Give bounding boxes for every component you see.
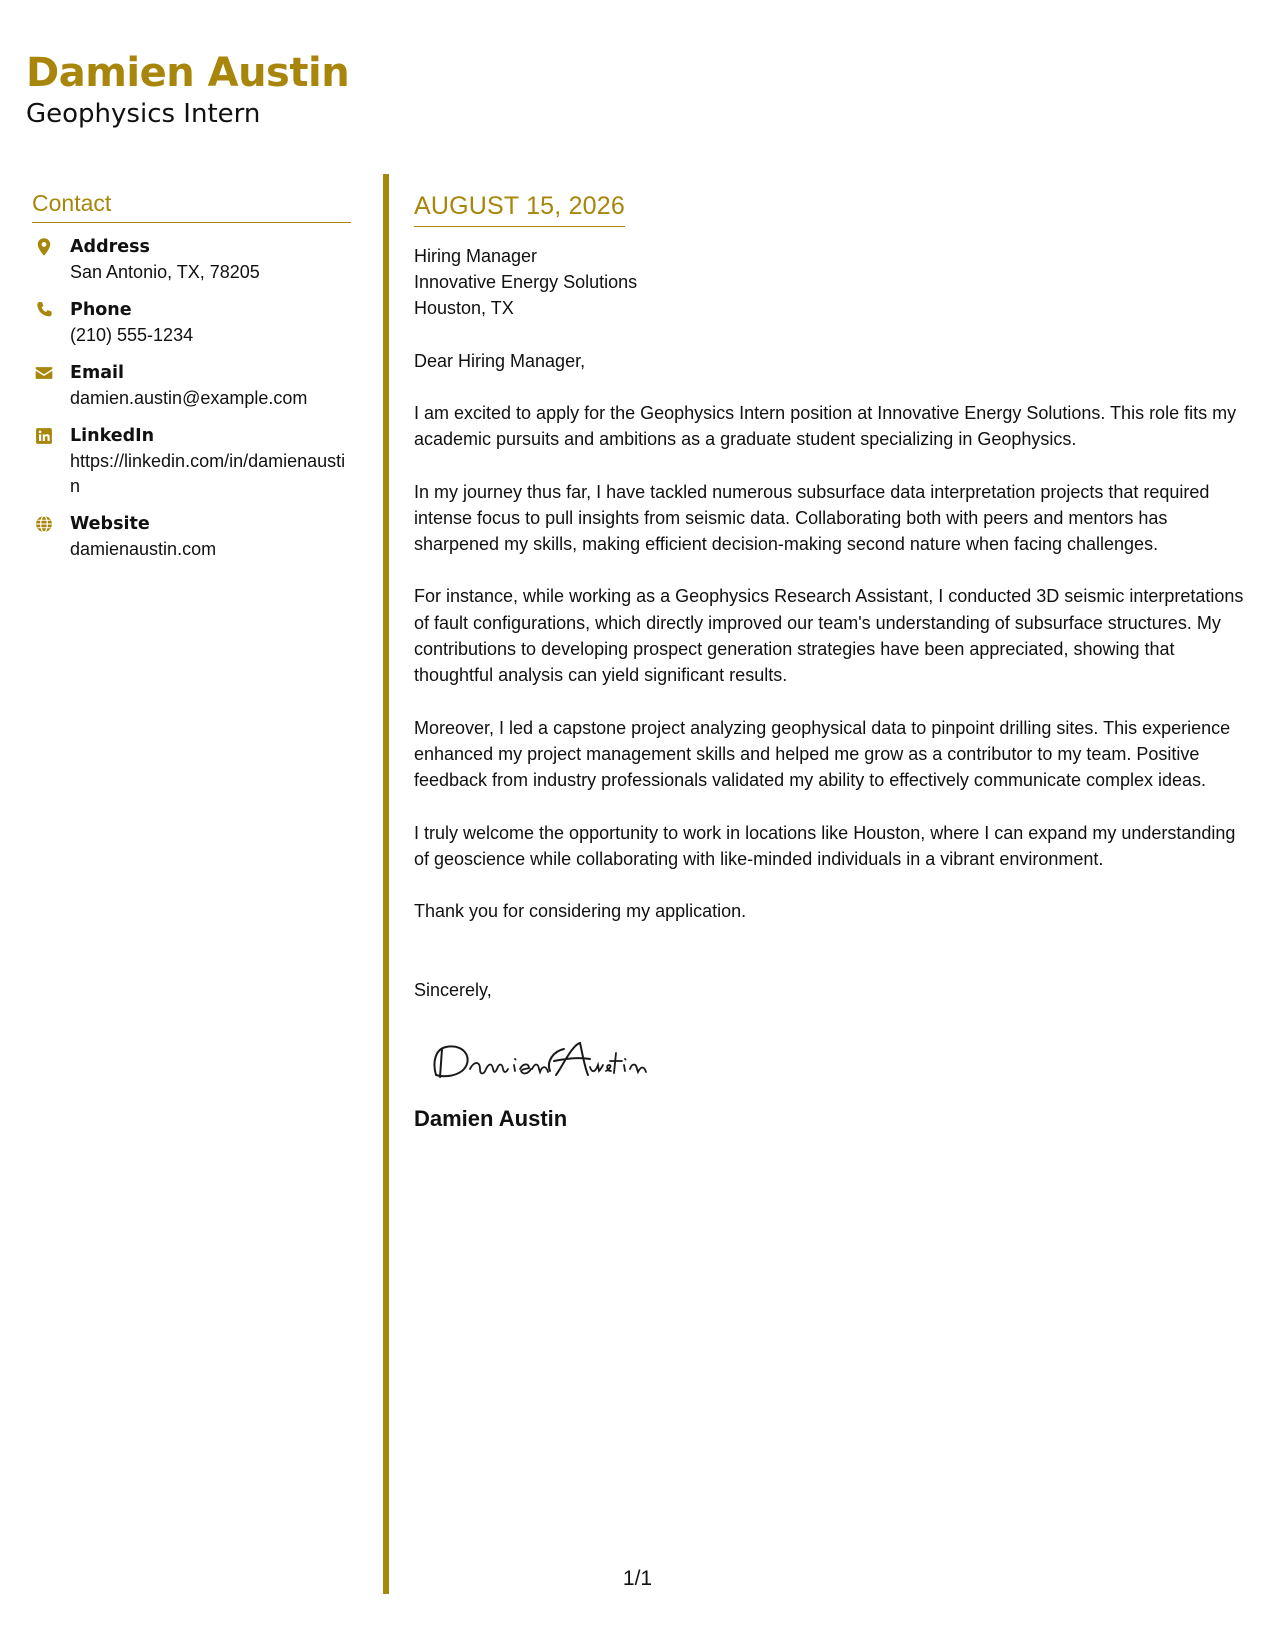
contact-value-address: San Antonio, TX, 78205 [70, 262, 260, 282]
contact-value-phone: (210) 555-1234 [70, 325, 194, 345]
letter-paragraph: I truly welcome the opportunity to work in locations like Houston, where I can expand my understanding of geoscience while collaborating with like-minded individuals in a vibrant environment. [414, 822, 1236, 869]
applicant-job-title: Geophysics Intern [26, 99, 261, 129]
handwritten-signature [422, 1031, 682, 1091]
applicant-name: Damien Austin [26, 50, 350, 96]
contact-value-website[interactable]: damienaustin.com [70, 539, 217, 559]
contact-item-phone [32, 298, 351, 348]
contact-list [32, 235, 351, 562]
contact-label: Phone [70, 300, 132, 320]
letter-body [414, 190, 1250, 1133]
letter-paragraph: In my journey thus far, I have tackled numerous subsurface data interpretation projects that required intense focus to pull insights from seismic data. Collaborating both with peers and mentors has sharpened my skills, making efficient decision-making second nature when facing challenges. [414, 481, 1210, 555]
recipient-block [414, 243, 1250, 321]
contact-value-linkedin[interactable]: https://linkedin.com/in/damienaustin [70, 451, 346, 496]
contact-value-email[interactable]: damien.austin@example.com [70, 388, 308, 408]
contact-label: LinkedIn [70, 426, 155, 446]
contact-label: Website [70, 514, 150, 534]
letter-header [26, 48, 349, 130]
letter-paragraph: Moreover, I led a capstone project analyzing geophysical data to pinpoint drilling sites. This experience enhanced my project management skills and helped me grow as a contributor to my team. Positive feedback from industry professionals validated my ability to effectively communicate complex ideas. [414, 717, 1231, 791]
contact-item-email [32, 361, 351, 411]
linkedin-icon [34, 426, 54, 446]
recipient-line: Innovative Energy Solutions [414, 272, 638, 292]
salutation: Dear Hiring Manager, [414, 351, 586, 371]
contact-label: Address [70, 237, 150, 257]
map-pin-icon [34, 237, 54, 257]
letter-paragraph: Thank you for considering my application. [414, 901, 747, 922]
contact-label: Email [70, 363, 124, 383]
recipient-line: Hiring Manager [414, 246, 538, 266]
contact-sidebar [32, 188, 351, 575]
envelope-icon [34, 363, 54, 383]
contact-heading: Contact [32, 188, 351, 223]
phone-icon [34, 300, 54, 320]
globe-icon [34, 514, 54, 534]
recipient-line: Houston, TX [414, 298, 514, 318]
contact-item-linkedin [32, 424, 351, 499]
column-divider [383, 174, 389, 1594]
page-number: 1/1 [622, 1567, 653, 1590]
signer-name: Damien Austin [414, 1106, 568, 1132]
contact-item-website [32, 512, 351, 562]
letter-paragraph: I am excited to apply for the Geophysics Intern position at Innovative Energy Solutions. This role fits my academic pursuits and ambitions as a graduate student specializing in Geophysics. [414, 403, 1237, 450]
letter-paragraph: For instance, while working as a Geophysics Research Assistant, I conducted 3D seismic interpretations of fault configurations, which directly improved our team's understanding of subsurface structures. My contributions to developing prospect generation strategies have been appreciated, showing that thoughtful analysis can yield significant results. [414, 586, 1244, 686]
closing: Sincerely, [414, 980, 492, 1001]
letter-date: AUGUST 15, 2026 [414, 190, 625, 227]
contact-item-address [32, 235, 351, 285]
